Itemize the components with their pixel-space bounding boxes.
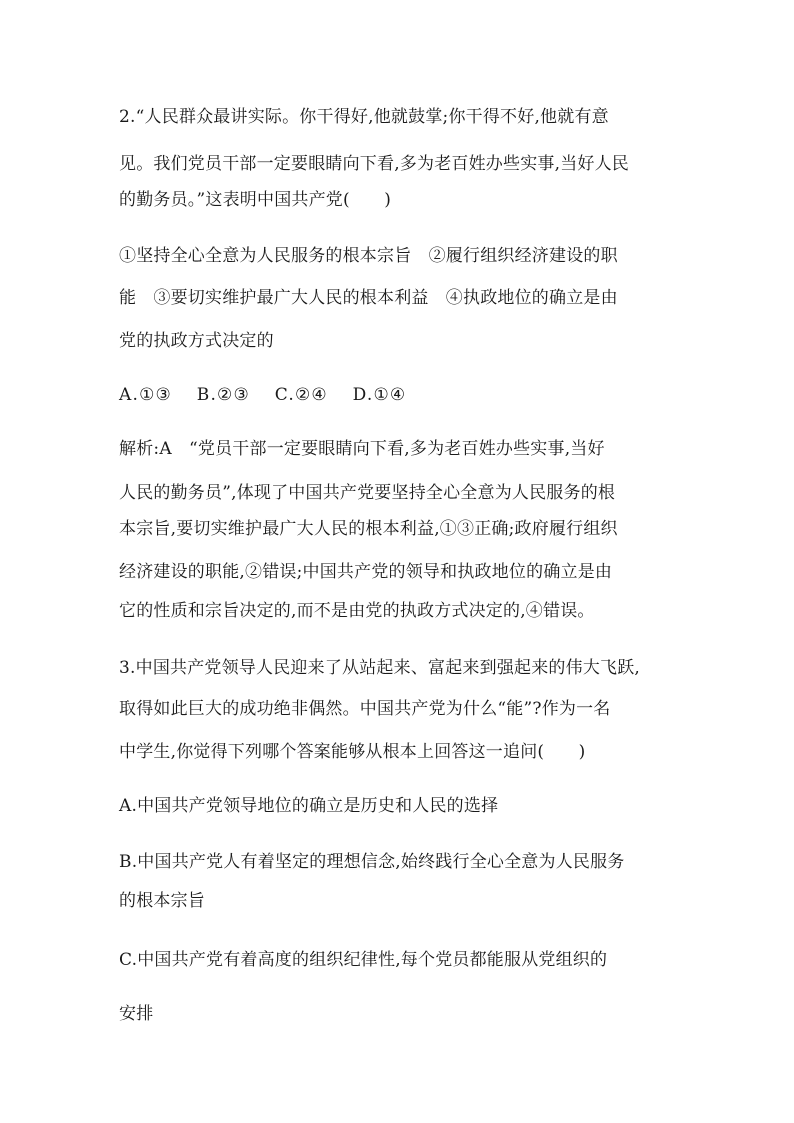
q2-stem-line-3: 的勤务员。”这表明中国共产党( ) [119,190,392,210]
q3-stem-line-1: 3.中国共产党领导人民迎来了从站起来、富起来到强起来的伟大飞跃, [119,658,641,678]
q2-analysis-line-4: 经济建设的职能,②错误;中国共产党的领导和执政地位的确立是由 [119,562,613,582]
q2-statement-line-3: 党的执政方式决定的 [119,331,274,351]
q3-stem-line-3: 中学生,你觉得下列哪个答案能够从根本上回答这一追问( ) [119,742,586,762]
q2-analysis-line-1: 解析:A “党员干部一定要眼睛向下看,多为老百姓办些实事,当好 [119,439,605,459]
q2-analysis-line-5: 它的性质和宗旨决定的,而不是由党的执政方式决定的,④错误。 [119,601,595,621]
q3-stem-line-2: 取得如此巨大的成功绝非偶然。中国共产党为什么“能”?作为一名 [119,699,611,719]
q2-analysis-line-3: 本宗旨,要切实维护最广大人民的根本利益,①③正确;政府履行组织 [119,519,618,539]
q2-statement-line-2: 能 ③要切实维护最广大人民的根本利益 ④执政地位的确立是由 [119,288,618,308]
q3-option-c-line-2: 安排 [119,1004,154,1024]
q2-options: A.①③ B.②③ C.②④ D.①④ [119,385,407,405]
q2-stem-line-1: 2.“人民群众最讲实际。你干得好,他就鼓掌;你干得不好,他就有意 [119,107,609,127]
q3-option-b-line-2: 的根本宗旨 [119,891,205,911]
q3-option-c-line-1: C.中国共产党有着高度的组织纪律性,每个党员都能服从党组织的 [119,950,608,970]
q2-statement-line-1: ①坚持全心全意为人民服务的根本宗旨 ②履行组织经济建设的职 [119,246,618,266]
q3-option-a: A.中国共产党领导地位的确立是历史和人民的选择 [119,796,499,816]
q2-stem-line-2: 见。我们党员干部一定要眼睛向下看,多为老百姓办些实事,当好人民 [119,154,630,174]
q2-analysis-line-2: 人民的勤务员”,体现了中国共产党要坚持全心全意为人民服务的根 [119,483,616,503]
q3-option-b-line-1: B.中国共产党人有着坚定的理想信念,始终践行全心全意为人民服务 [119,852,625,872]
